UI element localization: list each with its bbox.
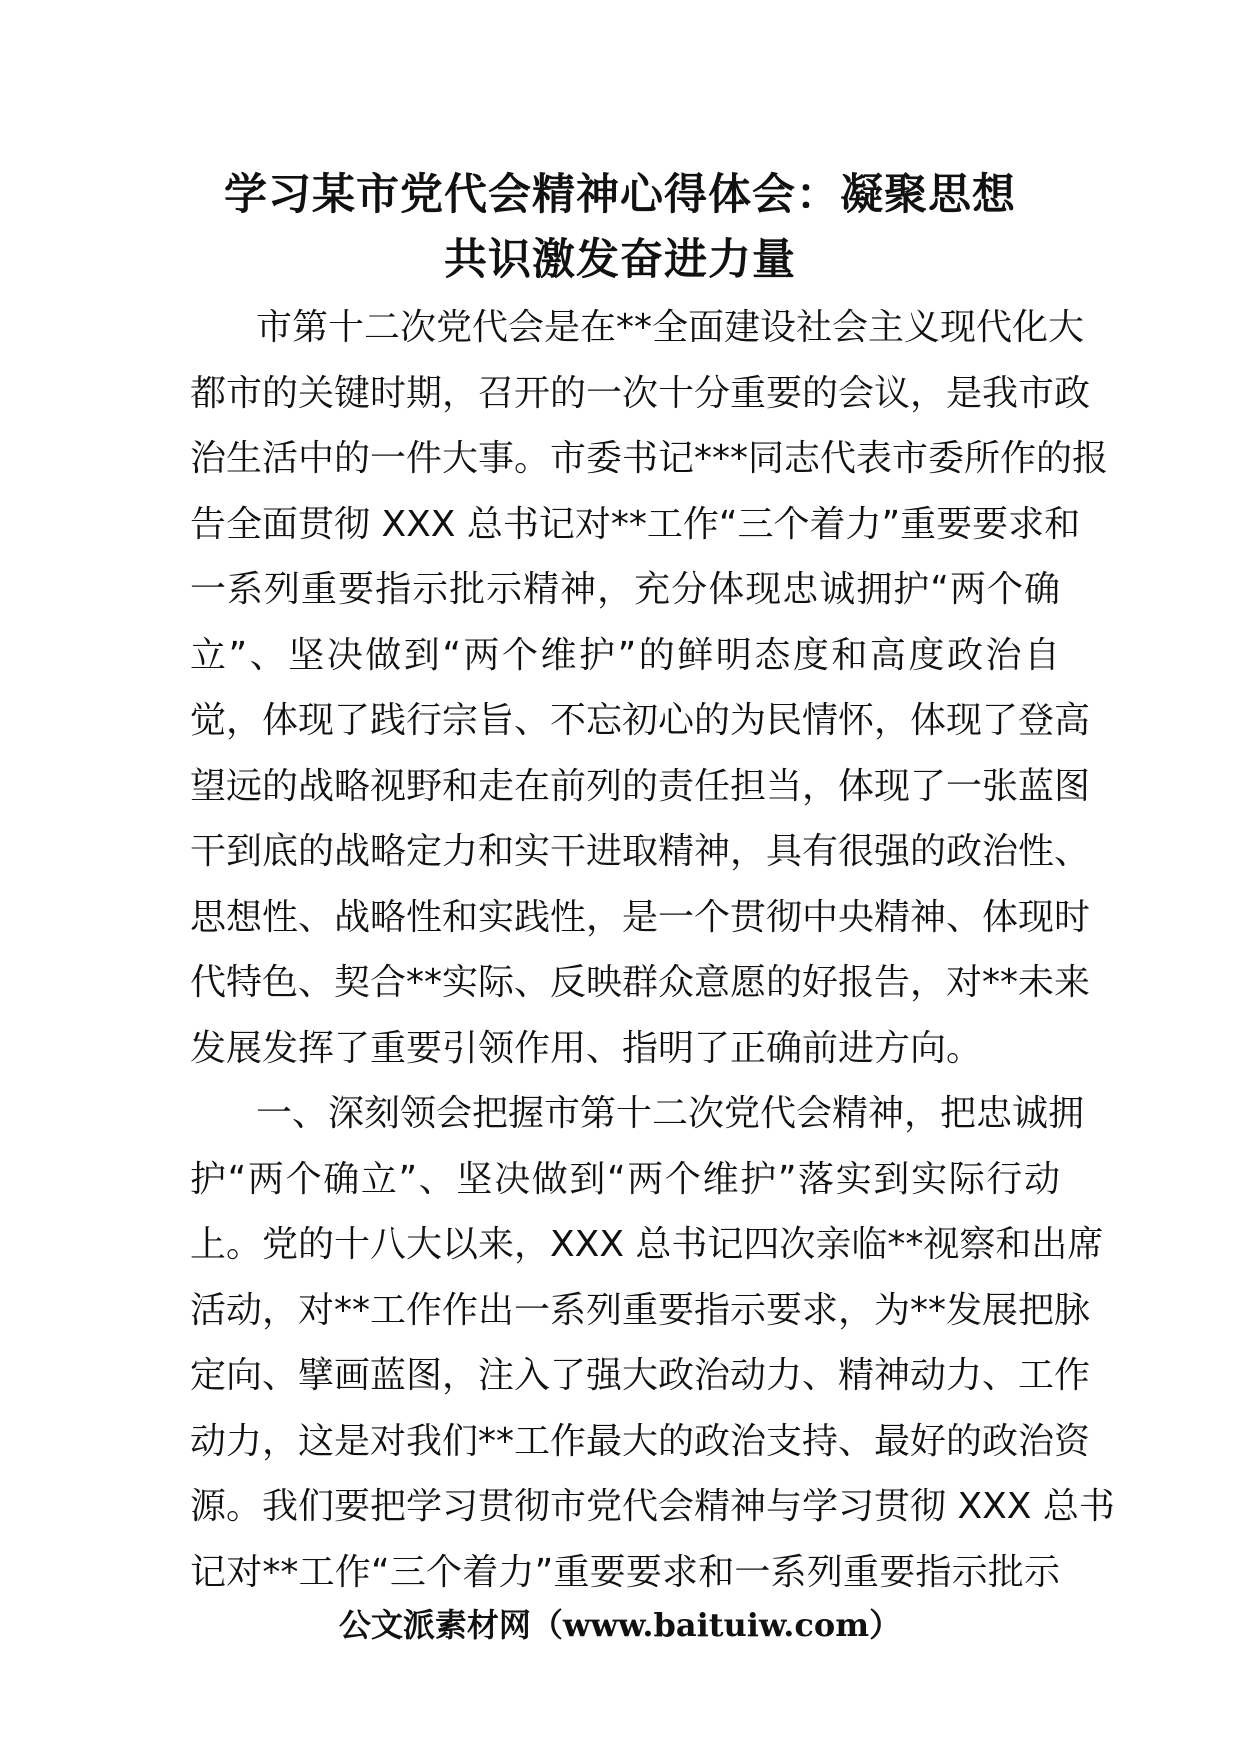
- paragraph-line: 代特色、契合**实际、反映群众意愿的好报告，对**未来: [190, 962, 1091, 1003]
- document-body: [190, 295, 1115, 1605]
- paragraph-line: 发展发挥了重要引领作用、指明了正确前进方向。: [190, 1027, 983, 1069]
- paragraph-line: 记对**工作“三个着力”重要要求和一系列重要指示批示: [190, 1551, 1060, 1593]
- paragraph-line: 都市的关键时期，召开的一次十分重要的会议，是我市政: [190, 372, 1091, 414]
- paragraph-line: 立”、坚决做到“两个维护”的鲜明态度和高度政治自: [190, 634, 1060, 676]
- paragraph-line: 源。我们要把学习贯彻市党代会精神与学习贯彻 XXX 总书: [190, 1486, 1115, 1527]
- paragraph-line: 活动，对**工作作出一系列重要指示要求，为**发展把脉: [190, 1289, 1091, 1331]
- paragraph-line: 护“两个确立”、坚决做到“两个维护”落实到实际行动: [190, 1158, 1060, 1200]
- paragraph-line: 干到底的战略定力和实干进取精神，具有很强的政治性、: [190, 831, 1091, 872]
- paragraph-line: 治生活中的一件大事。市委书记***同志代表市委所作的报: [190, 438, 1109, 479]
- paragraph-line: 动力，这是对我们**工作最大的政治支持、最好的政治资: [190, 1420, 1091, 1462]
- paragraph-line: 一系列重要指示批示精神，充分体现忠诚拥护“两个确: [190, 569, 1060, 610]
- document-title-line-2: 共识激发奋进力量: [444, 235, 796, 285]
- paragraph-line: 上。党的十八大以来，XXX 总书记四次亲临**视察和出席: [190, 1224, 1104, 1265]
- paragraph-line: 望远的战略视野和走在前列的责任担当，体现了一张蓝图: [190, 765, 1091, 807]
- paragraph-line: 定向、擘画蓝图，注入了强大政治动力、精神动力、工作: [190, 1355, 1091, 1396]
- paragraph-line: 告全面贯彻 XXX 总书记对**工作“三个着力”重要要求和: [190, 503, 1081, 545]
- paragraph-line: 思想性、战略性和实践性，是一个贯彻中央精神、体现时: [190, 896, 1091, 938]
- paragraph-line: 市第十二次党代会是在**全面建设社会主义现代化大: [256, 307, 1085, 348]
- document-title-line-1: 学习某市党代会精神心得体会：凝聚思想: [224, 170, 1016, 220]
- footer-source-link: 公文派素材网（www.baituiw.com）: [338, 1606, 902, 1644]
- paragraph-line: 觉，体现了践行宗旨、不忘初心的为民情怀，体现了登高: [190, 700, 1091, 741]
- section-heading-line: 一、深刻领会把握市第十二次党代会精神，把忠诚拥: [256, 1093, 1085, 1134]
